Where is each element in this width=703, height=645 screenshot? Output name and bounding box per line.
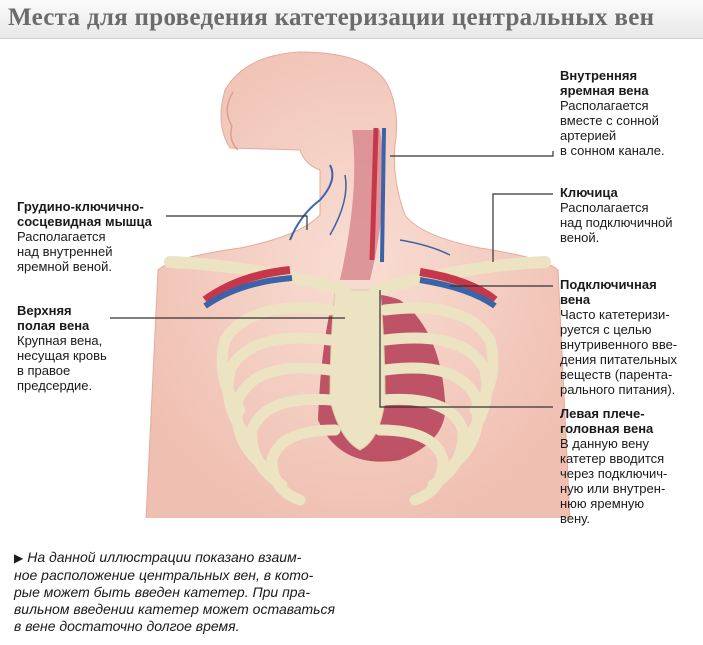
caption-text: На данной иллюстрации показано взаим- ное расположение центральных вен, в кото- рые может быть введен катетер. При пра- вильном введении катетер может оставаться в вене достаточно долгое время. xyxy=(14,549,336,634)
page-title: Места для проведения катетеризации центральных вен xyxy=(8,4,655,31)
label-desc: Часто катетеризи- руется с целью внутривенного вве- дения питательных веществ (парента- рального питания). xyxy=(560,307,678,397)
internal-jugular-vein xyxy=(382,128,384,262)
label-desc: Располагается вместе с сонной артерией в сонном канале. xyxy=(560,98,665,158)
pointer-scm xyxy=(166,216,307,230)
pointer-ijv xyxy=(390,151,553,156)
label-head: Подключичная вена xyxy=(560,277,657,307)
label-left-brachiocephalic-vein xyxy=(560,406,700,526)
label-superior-vena-cava xyxy=(17,303,147,393)
label-sternocleidomastoid xyxy=(17,199,187,274)
label-subclavian-vein xyxy=(560,277,700,397)
title-bar xyxy=(0,0,703,39)
label-desc: Располагается над внутренней яремной веной. xyxy=(17,229,113,274)
label-head: Верхняя полая вена xyxy=(17,303,90,333)
label-head: Внутренняя яремная вена xyxy=(560,68,649,98)
label-desc: Располагается над подключичной веной. xyxy=(560,200,673,245)
label-head: Левая плече- головная вена xyxy=(560,406,654,436)
label-head: Грудино-ключично- сосцевидная мышца xyxy=(17,199,152,229)
label-desc: Крупная вена, несущая кровь в правое предсердие. xyxy=(17,333,107,393)
label-clavicle xyxy=(560,185,700,245)
caption-arrow-icon: ▶ xyxy=(14,551,24,565)
label-internal-jugular-vein xyxy=(560,68,700,158)
figure-caption xyxy=(14,549,359,635)
label-desc: В данную вену катетер вводится через подключич- ную или внутрен- нюю яремную вену. xyxy=(560,436,668,526)
label-head: Ключица xyxy=(560,185,618,200)
